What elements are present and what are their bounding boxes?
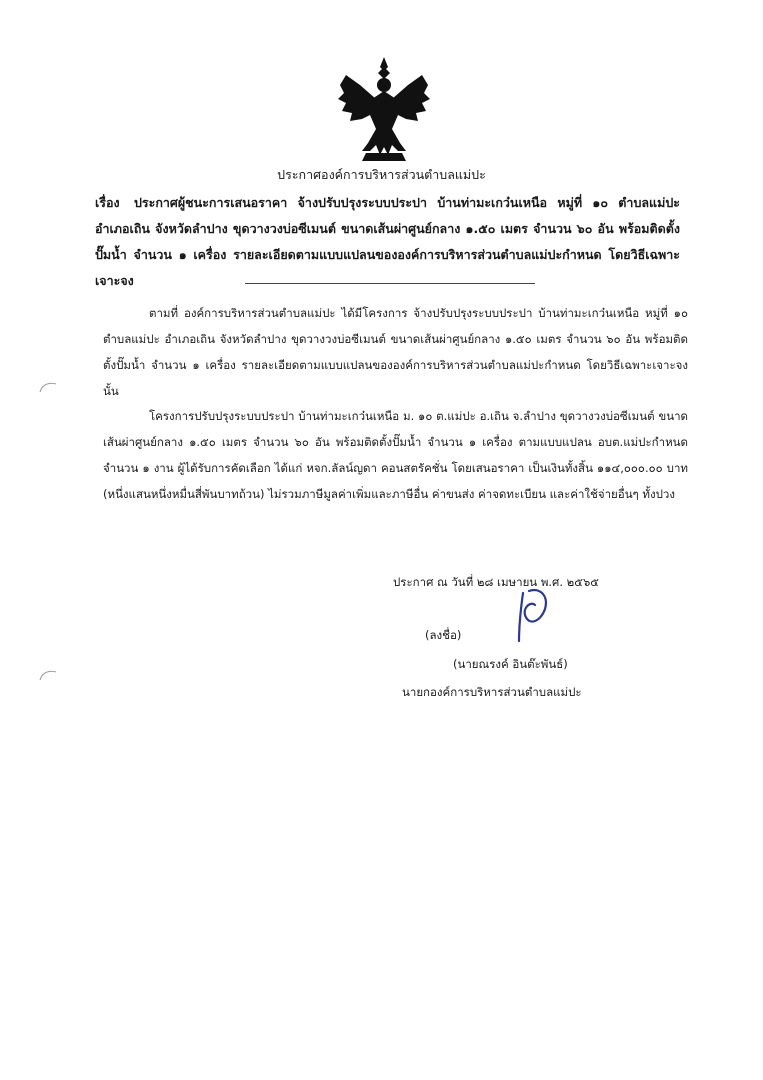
subject-text: ประกาศผู้ชนะการเสนอราคา จ้างปรับปรุงระบบประปา บ้านท่ามะเกว๋นเหนือ หมู่ที่ ๑๐ ตำบลแม่ปะ อำเภอเถิน จังหวัดลำปาง ขุดวางวงบ่อซีเมนต์ ขนาดเส้นผ่าศูนย์กลาง ๑.๕๐ เมตร จำนวน ๖๐ อัน พร้อมติดตั้งปั๊มน้ำ จำนวน ๑ เครื่อง รายละเอียดตามแบบแปลนขององค์การบริหารส่วนตำบลแม่ปะกำหนด โดยวิธีเฉพาะเจาะจง: [95, 195, 680, 288]
announce-date: ประกาศ ณ วันที่ ๒๘ เมษายน พ.ศ. ๒๕๖๕: [393, 575, 599, 589]
signed-label: (ลงชื่อ): [425, 628, 462, 642]
subject-label: เรื่อง: [95, 195, 120, 210]
divider-line: [245, 283, 535, 284]
paragraph-background: ตามที่ องค์การบริหารส่วนตำบลแม่ปะ ได้มีโครงการ จ้างปรับปรุงระบบประปา บ้านท่ามะเกว๋นเหนือ หมู่ที่ ๑๐ ตำบลแม่ปะ อำเภอเถิน จังหวัดลำปาง ขุดวางวงบ่อซีเมนต์ ขนาดเส้นผ่าศูนย์กลาง ๑.๕๐ เมตร จำนวน ๖๐ อัน พร้อมติดตั้งปั๊มน้ำ จำนวน ๑ เครื่อง รายละเอียดตามแบบแปลนขององค์การบริหารส่วนตำบลแม่ปะกำหนด โดยวิธีเฉพาะเจาะจง นั้น: [103, 306, 688, 398]
document-title: ประกาศองค์การบริหารส่วนตำบลแม่ปะ: [277, 167, 486, 182]
paragraph-award: โครงการปรับปรุงระบบประปา บ้านท่ามะเกว๋นเหนือ ม. ๑๐ ต.แม่ปะ อ.เถิน จ.ลำปาง ขุดวางวงบ่อซีเมนต์ ขนาดเส้นผ่าศูนย์กลาง ๑.๕๐ เมตร จำนวน ๖๐ อัน พร้อมติดตั้งปั๊มน้ำ จำนวน ๑ เครื่อง ตามแบบแปลน อบต.แม่ปะกำหนด จำนวน ๑ งาน ผู้ได้รับการคัดเลือก ได้แก่ หจก.ลัลน์ญดา คอนสตรัคชั่น โดยเสนอราคา เป็นเงินทั้งสิ้น ๑๑๔,๐๐๐.๐๐ บาท (หนึ่งแสนหนึ่งหมื่นสี่พันบาทถ้วน) ไม่รวมภาษีมูลค่าเพิ่มและภาษีอื่น ค่าขนส่ง ค่าจดทะเบียน และค่าใช้จ่ายอื่นๆ ทั้งปวง: [103, 409, 688, 501]
signer-title: นายกองค์การบริหารส่วนตำบลแม่ปะ: [402, 685, 582, 699]
garuda-emblem: [336, 55, 432, 165]
punch-hole-mark: [38, 666, 58, 686]
signer-name: (นายณรงค์ อินต๊ะพันธ์): [453, 657, 568, 671]
handwritten-signature: [505, 585, 555, 645]
document-subject: [95, 190, 680, 294]
punch-hole-mark: [38, 378, 58, 398]
